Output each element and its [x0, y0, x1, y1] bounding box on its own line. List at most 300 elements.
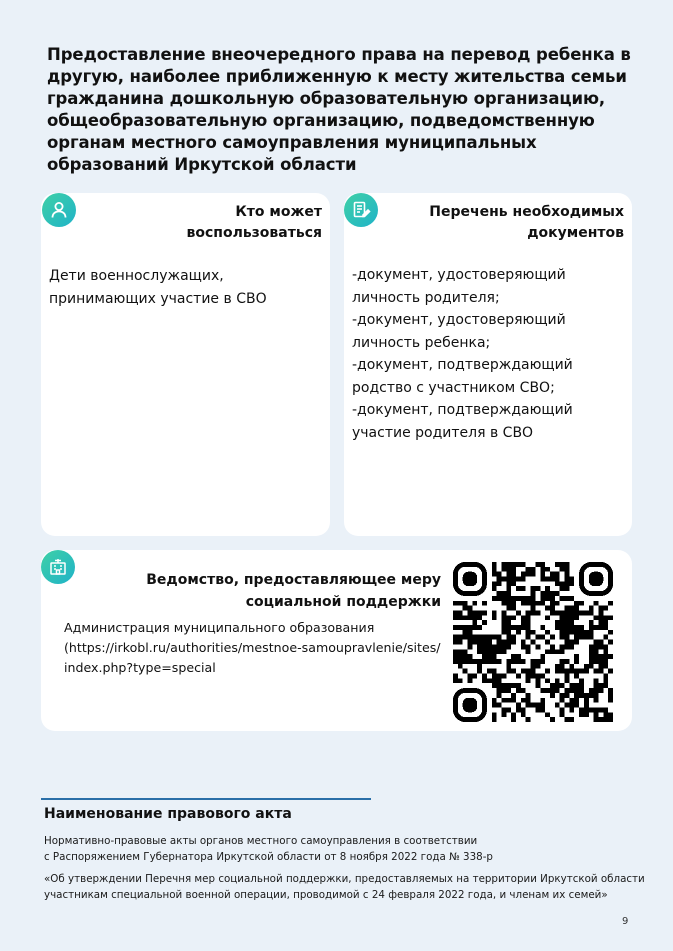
qr-module [555, 664, 560, 669]
qr-module [574, 698, 579, 703]
qr-module [608, 630, 613, 635]
qr-module [511, 640, 516, 645]
section-divider [41, 798, 371, 800]
qr-module [458, 625, 463, 630]
qr-module [540, 625, 545, 630]
qr-module [482, 674, 487, 679]
qr-module [501, 625, 506, 630]
qr-module [492, 581, 497, 586]
qr-module [594, 601, 599, 606]
qr-module [560, 669, 565, 674]
qr-module [603, 606, 608, 611]
qr-module [540, 591, 545, 596]
qr-module [506, 630, 511, 635]
qr-module [565, 572, 570, 577]
qr-module [574, 601, 579, 606]
qr-module [574, 635, 579, 640]
qr-module [501, 620, 506, 625]
qr-module [540, 635, 545, 640]
qr-module [545, 577, 550, 582]
qr-module [598, 640, 603, 645]
qr-module [589, 649, 594, 654]
qr-module [477, 659, 482, 664]
qr-module [492, 669, 497, 674]
qr-module [550, 688, 555, 693]
qr-module [492, 586, 497, 591]
qr-module [521, 562, 526, 567]
qr-module [579, 678, 584, 683]
qr-module [589, 606, 594, 611]
qr-module [598, 610, 603, 615]
qr-module [497, 644, 502, 649]
qr-module [497, 659, 502, 664]
qr-module [589, 654, 594, 659]
qr-module [550, 683, 555, 688]
qr-module [516, 703, 521, 708]
qr-module [526, 649, 531, 654]
qr-module [497, 640, 502, 645]
qr-module [574, 640, 579, 645]
qr-module [511, 572, 516, 577]
qr-module [516, 688, 521, 693]
qr-module [458, 640, 463, 645]
qr-module [598, 717, 603, 722]
qr-module [594, 654, 599, 659]
qr-module [487, 678, 492, 683]
qr-module [497, 581, 502, 586]
qr-module [565, 693, 570, 698]
qr-module [545, 649, 550, 654]
qr-module [560, 620, 565, 625]
qr-module [472, 610, 477, 615]
qr-module [516, 683, 521, 688]
qr-module [511, 615, 516, 620]
qr-module [482, 654, 487, 659]
eligibility-heading: Кто может воспользоваться [186, 204, 322, 241]
qr-module [472, 635, 477, 640]
qr-module [550, 635, 555, 640]
qr-module [565, 596, 570, 601]
qr-module [511, 577, 516, 582]
qr-module [565, 640, 570, 645]
qr-module [463, 654, 468, 659]
qr-module [497, 572, 502, 577]
qr-module [472, 620, 477, 625]
qr-module [531, 586, 536, 591]
qr-module [545, 596, 550, 601]
qr-module [560, 649, 565, 654]
qr-module [521, 640, 526, 645]
qr-module [506, 572, 511, 577]
qr-module [555, 601, 560, 606]
qr-module [584, 669, 589, 674]
qr-module [540, 562, 545, 567]
qr-module [492, 712, 497, 717]
qr-module [453, 674, 458, 679]
qr-module [574, 625, 579, 630]
qr-module [521, 644, 526, 649]
qr-module [482, 644, 487, 649]
qr-module [458, 664, 463, 669]
qr-module [565, 678, 570, 683]
qr-module [608, 654, 613, 659]
qr-module [463, 669, 468, 674]
qr-module [569, 620, 574, 625]
qr-module [608, 615, 613, 620]
qr-module [545, 712, 550, 717]
qr-module [492, 698, 497, 703]
qr-module [560, 596, 565, 601]
qr-module [516, 654, 521, 659]
qr-module [565, 620, 570, 625]
qr-module [497, 649, 502, 654]
qr-module [555, 610, 560, 615]
qr-module [540, 601, 545, 606]
qr-module [477, 644, 482, 649]
qr-module [516, 625, 521, 630]
qr-module [531, 630, 536, 635]
qr-module [579, 669, 584, 674]
qr-module [594, 649, 599, 654]
qr-module [594, 615, 599, 620]
qr-module [555, 669, 560, 674]
qr-module [482, 640, 487, 645]
qr-module [603, 644, 608, 649]
qr-module [545, 669, 550, 674]
agency-text: Администрация муниципального образования (https://irkobl.ru/authorities/mestnoe-samoupravlenie/sites/ index.php?type=special [64, 620, 441, 675]
qr-module [511, 625, 516, 630]
qr-module [594, 678, 599, 683]
qr-module [598, 620, 603, 625]
qr-module [560, 562, 565, 567]
qr-module [535, 664, 540, 669]
qr-module [516, 596, 521, 601]
qr-module [560, 586, 565, 591]
qr-module [506, 596, 511, 601]
qr-module [569, 581, 574, 586]
qr-module [540, 703, 545, 708]
qr-module [550, 606, 555, 611]
qr-module [584, 712, 589, 717]
qr-module [531, 659, 536, 664]
qr-module [521, 620, 526, 625]
qr-module [594, 625, 599, 630]
qr-module [535, 678, 540, 683]
qr-module [501, 610, 506, 615]
qr-module [497, 683, 502, 688]
qr-module [565, 615, 570, 620]
qr-module [472, 625, 477, 630]
qr-module [492, 572, 497, 577]
qr-module [501, 644, 506, 649]
documents-card [344, 193, 632, 536]
qr-module [477, 625, 482, 630]
qr-module [535, 562, 540, 567]
qr-module [598, 664, 603, 669]
qr-module [477, 610, 482, 615]
qr-module [594, 669, 599, 674]
qr-module [598, 659, 603, 664]
qr-module [506, 591, 511, 596]
qr-module [569, 596, 574, 601]
document-edit-icon [344, 193, 378, 227]
qr-module [540, 698, 545, 703]
qr-module [565, 630, 570, 635]
qr-module [608, 669, 613, 674]
qr-module [468, 659, 473, 664]
qr-module [482, 659, 487, 664]
qr-module [511, 567, 516, 572]
qr-module [555, 625, 560, 630]
qr-module [565, 562, 570, 567]
qr-module [540, 577, 545, 582]
qr-module [560, 693, 565, 698]
qr-module [574, 669, 579, 674]
qr-module [579, 635, 584, 640]
qr-module [458, 635, 463, 640]
qr-module [555, 678, 560, 683]
qr-module [594, 644, 599, 649]
qr-module [487, 659, 492, 664]
qr-module [453, 649, 458, 654]
qr-module [560, 567, 565, 572]
qr-module [555, 572, 560, 577]
qr-module [589, 659, 594, 664]
qr-module [521, 596, 526, 601]
qr-module [492, 562, 497, 567]
qr-module [516, 707, 521, 712]
page-title: Предоставление внеочередного права на перевод ребенка в другую, наиболее приближенную к месту жительства семьи гражданина дошкольную образовательную организацию, общеобразовательную организацию, подведомственную органам местного самоуправления муниципальных образований Иркутской области [47, 45, 631, 174]
qr-module [598, 707, 603, 712]
qr-module [511, 717, 516, 722]
qr-module [603, 674, 608, 679]
qr-module [492, 615, 497, 620]
qr-module [569, 606, 574, 611]
qr-module [477, 649, 482, 654]
qr-module [574, 703, 579, 708]
qr-module [565, 674, 570, 679]
qr-module [560, 625, 565, 630]
qr-module [555, 688, 560, 693]
qr-module [458, 649, 463, 654]
qr-module [468, 615, 473, 620]
qr-module [589, 635, 594, 640]
qr-module [560, 644, 565, 649]
qr-module [492, 596, 497, 601]
qr-module [603, 620, 608, 625]
qr-module [574, 659, 579, 664]
qr-module [492, 659, 497, 664]
qr-module [468, 610, 473, 615]
qr-module [482, 649, 487, 654]
qr-module [497, 635, 502, 640]
qr-module [598, 683, 603, 688]
qr-module [574, 688, 579, 693]
qr-module [526, 601, 531, 606]
qr-module [453, 615, 458, 620]
qr-module [497, 693, 502, 698]
qr-module [569, 688, 574, 693]
qr-module [458, 610, 463, 615]
qr-module [569, 625, 574, 630]
qr-module [482, 620, 487, 625]
qr-module [574, 606, 579, 611]
qr-module [458, 659, 463, 664]
qr-module [574, 674, 579, 679]
qr-module [540, 688, 545, 693]
qr-module [521, 688, 526, 693]
qr-module [555, 649, 560, 654]
qr-module [574, 610, 579, 615]
qr-module [472, 615, 477, 620]
qr-module [501, 630, 506, 635]
building-icon [41, 550, 75, 584]
qr-module [453, 625, 458, 630]
qr-module [506, 615, 511, 620]
qr-module [535, 659, 540, 664]
qr-module [531, 601, 536, 606]
qr-module [565, 717, 570, 722]
qr-module [501, 712, 506, 717]
qr-module [487, 649, 492, 654]
qr-module [565, 688, 570, 693]
qr-module [472, 659, 477, 664]
qr-module [458, 615, 463, 620]
qr-module [594, 683, 599, 688]
qr-module [598, 606, 603, 611]
qr-module [550, 644, 555, 649]
qr-module [555, 562, 560, 567]
qr-module [579, 707, 584, 712]
qr-module [506, 659, 511, 664]
documents-list: -документ, удостоверяющий личность родителя; -документ, удостоверяющий личность ребенка; -документ, подтверждающий родство с участником СВО; -документ, подтверждающий участие родителя в СВО [352, 267, 573, 441]
qr-module [506, 562, 511, 567]
qr-module [511, 654, 516, 659]
qr-module [545, 688, 550, 693]
qr-module [540, 567, 545, 572]
qr-module [598, 644, 603, 649]
qr-module [531, 567, 536, 572]
qr-module [545, 640, 550, 645]
qr-module [468, 625, 473, 630]
qr-module [487, 640, 492, 645]
qr-module [492, 635, 497, 640]
qr-module [521, 712, 526, 717]
qr-module [516, 586, 521, 591]
qr-module [526, 693, 531, 698]
qr-module [555, 683, 560, 688]
qr-finder-inner [463, 698, 478, 713]
qr-module [531, 640, 536, 645]
qr-module [511, 601, 516, 606]
qr-module [579, 688, 584, 693]
qr-module [603, 664, 608, 669]
qr-module [565, 669, 570, 674]
qr-module [598, 669, 603, 674]
qr-module [535, 707, 540, 712]
qr-module [579, 683, 584, 688]
qr-module [501, 688, 506, 693]
qr-module [516, 659, 521, 664]
qr-module [535, 586, 540, 591]
qr-module [569, 683, 574, 688]
agency-heading: Ведомство, предоставляющее меру социальной поддержки [146, 572, 441, 610]
qr-module [521, 577, 526, 582]
qr-module [579, 601, 584, 606]
qr-module [555, 620, 560, 625]
qr-module [594, 717, 599, 722]
qr-module [526, 625, 531, 630]
qr-module [501, 674, 506, 679]
qr-module [540, 659, 545, 664]
qr-module [487, 635, 492, 640]
qr-module [526, 635, 531, 640]
qr-module [550, 601, 555, 606]
qr-module [598, 615, 603, 620]
qr-module [526, 567, 531, 572]
qr-module [526, 678, 531, 683]
qr-module [526, 669, 531, 674]
qr-module [560, 712, 565, 717]
qr-module [569, 717, 574, 722]
qr-module [608, 688, 613, 693]
qr-module [501, 649, 506, 654]
qr-module [550, 693, 555, 698]
qr-module [589, 610, 594, 615]
qr-module [482, 678, 487, 683]
qr-module [560, 630, 565, 635]
qr-module [589, 707, 594, 712]
qr-module [497, 703, 502, 708]
qr-module [468, 606, 473, 611]
qr-module [608, 717, 613, 722]
qr-module [463, 625, 468, 630]
qr-module [574, 683, 579, 688]
qr-module [550, 577, 555, 582]
qr-module [594, 640, 599, 645]
qr-module [560, 698, 565, 703]
qr-module [535, 683, 540, 688]
qr-module [497, 596, 502, 601]
qr-module [594, 707, 599, 712]
qr-module [594, 698, 599, 703]
qr-module [550, 591, 555, 596]
qr-module [506, 625, 511, 630]
qr-module [565, 644, 570, 649]
qr-module [506, 664, 511, 669]
legal-act-heading: Наименование правового акта [44, 806, 292, 822]
qr-module [453, 659, 458, 664]
qr-module [521, 572, 526, 577]
qr-module [468, 644, 473, 649]
qr-code[interactable] [453, 562, 613, 722]
qr-module [531, 610, 536, 615]
qr-module [565, 625, 570, 630]
qr-module [526, 630, 531, 635]
qr-module [560, 664, 565, 669]
qr-module [506, 683, 511, 688]
qr-module [453, 610, 458, 615]
qr-module [516, 630, 521, 635]
qr-module [468, 630, 473, 635]
qr-module [550, 649, 555, 654]
qr-module [521, 669, 526, 674]
qr-module [550, 717, 555, 722]
qr-module [501, 567, 506, 572]
qr-module [545, 606, 550, 611]
qr-module [468, 654, 473, 659]
qr-module [608, 712, 613, 717]
